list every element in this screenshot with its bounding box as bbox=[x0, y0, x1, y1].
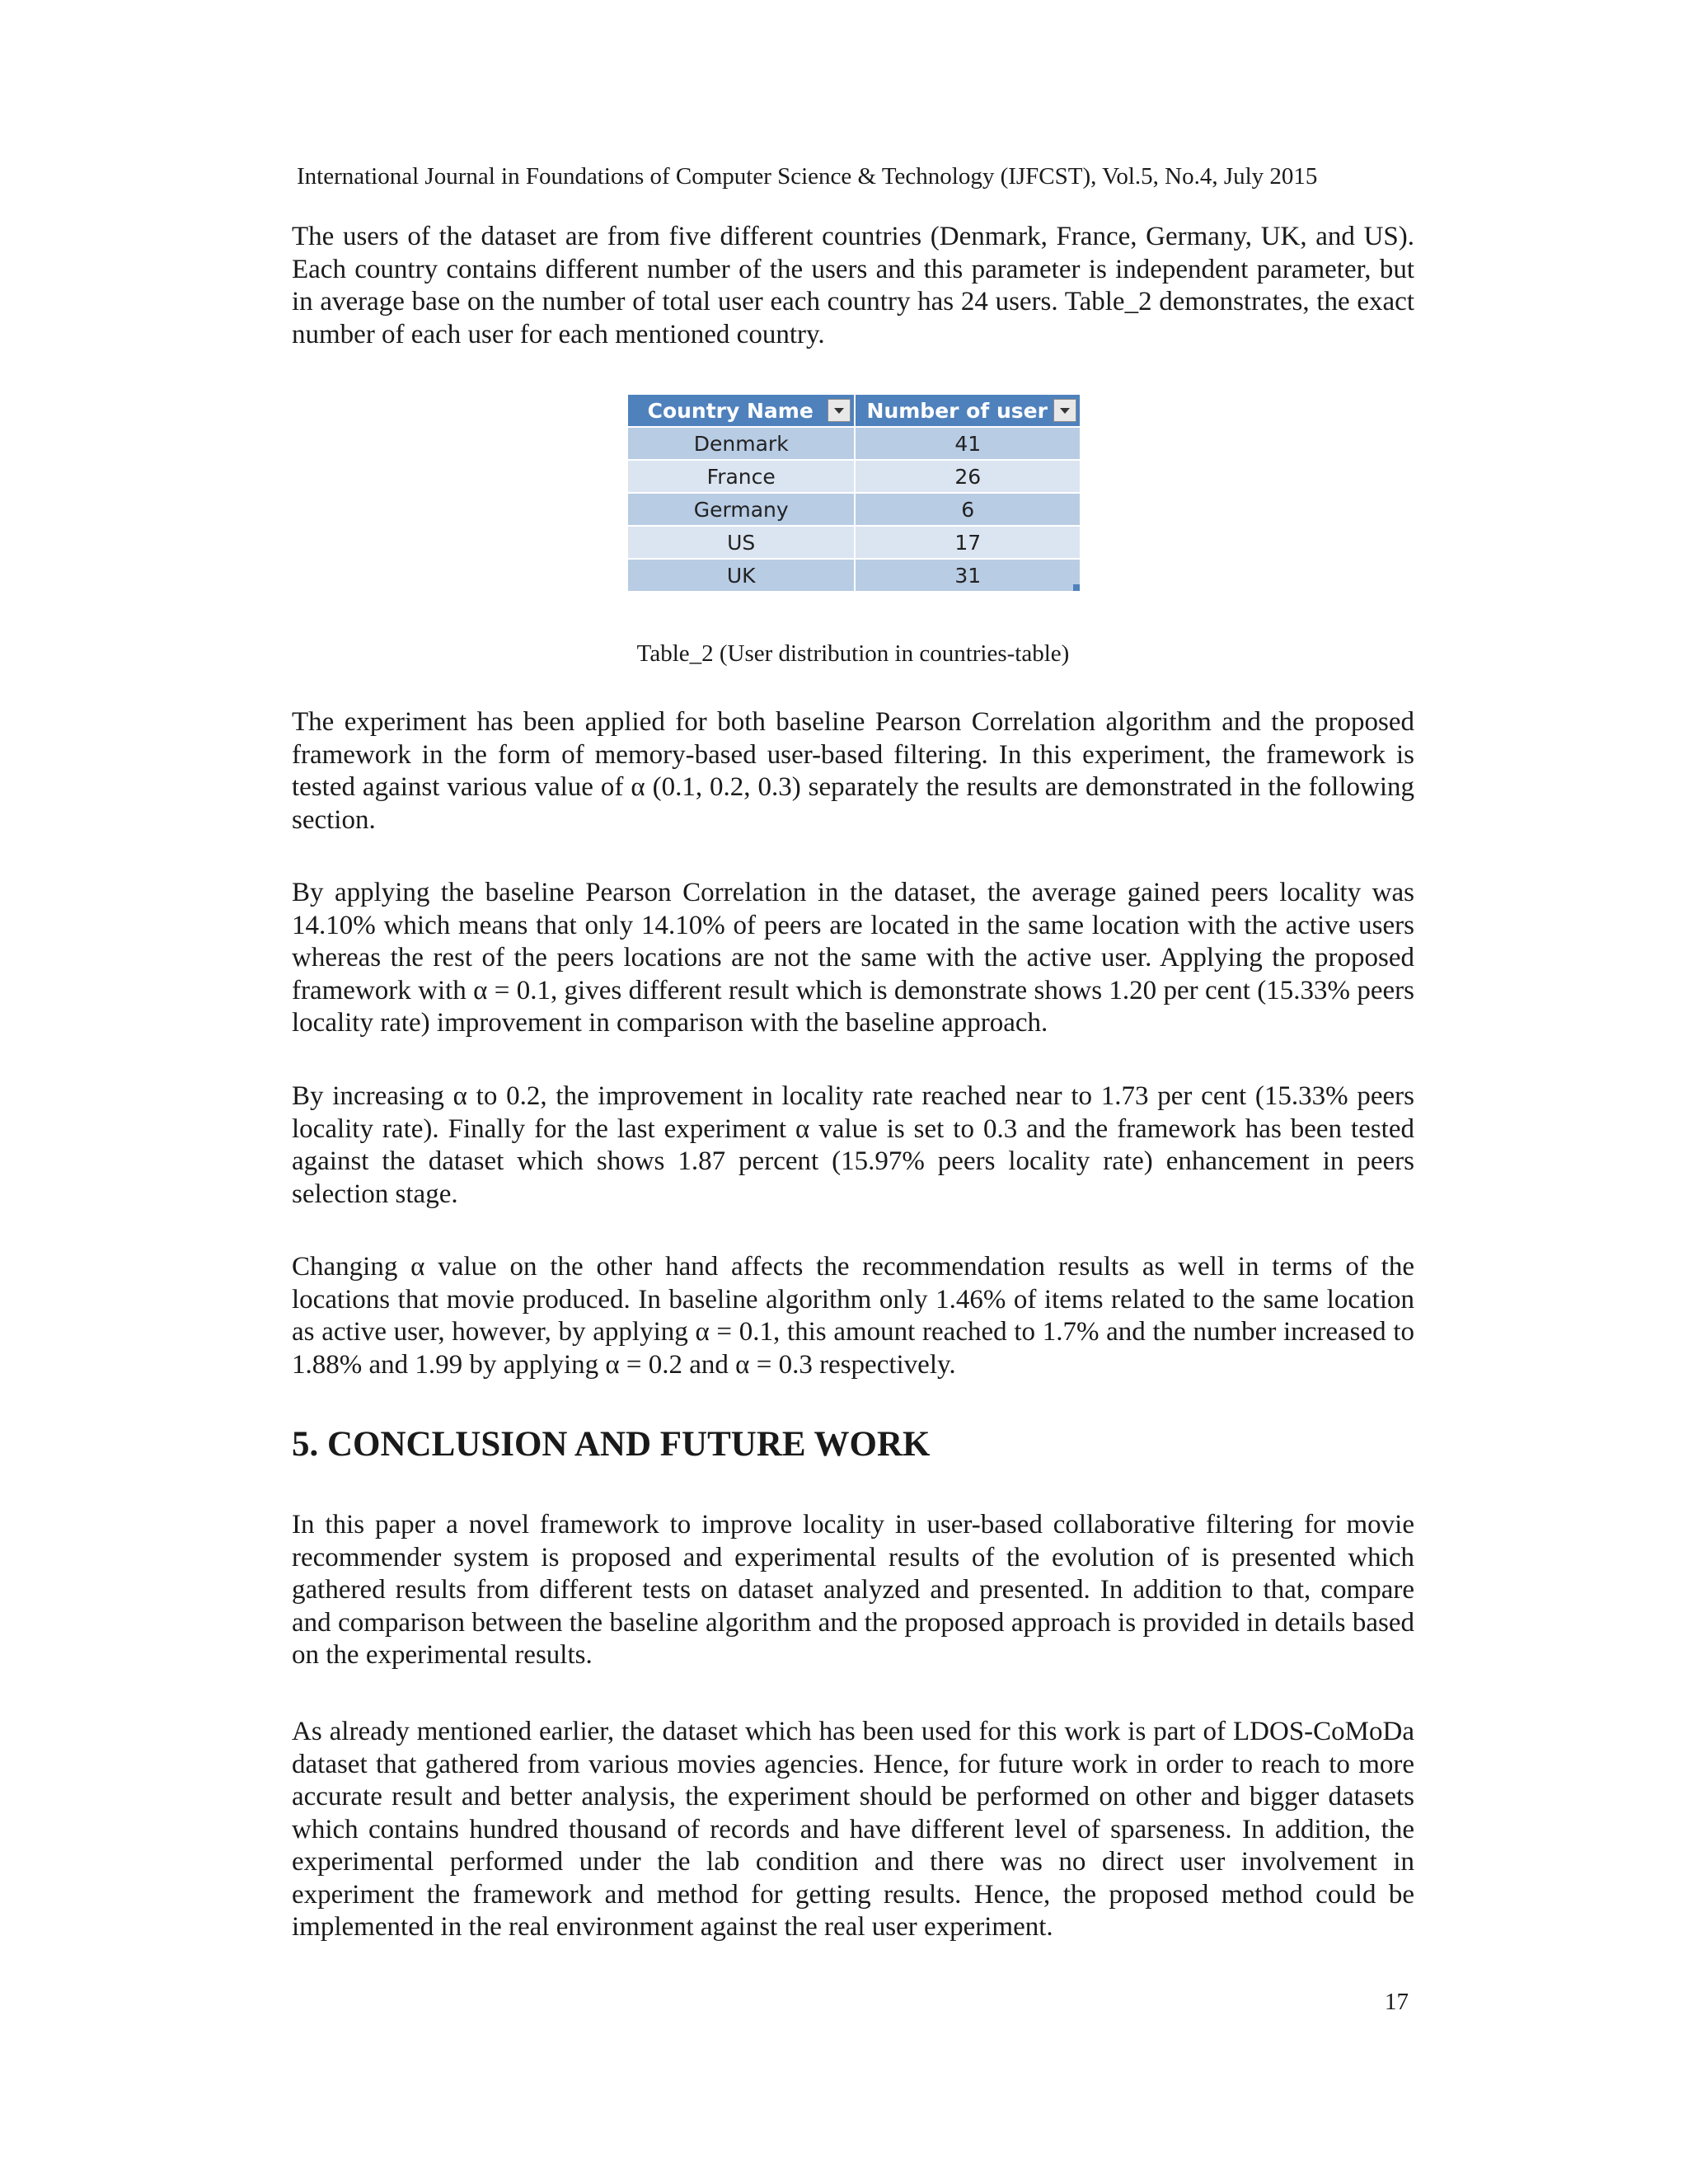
paragraph-future-work: As already mentioned earlier, the dataset which has been used for this work is part of LDOS-CoMoDa dataset that gathered from various movies agencies. Hence, for future work in order to reach to more accurate result and better analysis, the experiment should be performed on other and bigger datasets which contains hundred thousand of records and have different level of sparseness. In addition, the experimental performed under the lab condition and there was no direct user involvement in experiment the framework and method for getting results. Hence, the proposed method could be implemented in the real environment against the real user experiment. bbox=[292, 1717, 1414, 1942]
section-heading: 5. CONCLUSION AND FUTURE WORK bbox=[292, 1425, 931, 1464]
table-row bbox=[628, 527, 1080, 558]
paragraph-conclusion: In this paper a novel framework to improve locality in user-based collaborative filtering for movie recommender system is proposed and experimental results of the evolution of is presented which gathered results from different tests on dataset analyzed and presented. In addition to that, compare and comparison between the baseline algorithm and the proposed approach is provided in details based on the experimental results. bbox=[292, 1510, 1414, 1670]
filter-dropdown-icon[interactable] bbox=[828, 399, 851, 422]
paragraph-dataset-countries: The users of the dataset are from five different countries (Denmark, France, Germany, UK, and US). Each country contains different number of the users and this parameter is independent parameter, but in average base on the number of total user each country has 24 users. Table_2 demonstrates, the exact number of each user for each mentioned country. bbox=[292, 222, 1414, 349]
cell-country: UK bbox=[628, 560, 854, 591]
table-resize-handle[interactable] bbox=[1073, 584, 1080, 591]
paragraph-experiment-setup: The experiment has been applied for both baseline Pearson Correlation algorithm and the proposed framework in the form of memory-based user-based filtering. In this experiment, the framework is tested against various value of α (0.1, 0.2, 0.3) separately the results are demonstrated in the following section. bbox=[292, 707, 1414, 835]
paragraph-baseline-results: By applying the baseline Pearson Correlation in the dataset, the average gained peers locality was 14.10% which means that only 14.10% of peers are located in the same location with the active users whereas the rest of the peers locations are not the same with the active user. Applying the proposed framework with α = 0.1, gives different result which is demonstrate shows 1.20 per cent (15.33% peers locality rate) improvement in comparison with the baseline approach. bbox=[292, 878, 1414, 1038]
table-row bbox=[628, 428, 1080, 459]
cell-number: 26 bbox=[856, 461, 1080, 492]
cell-number: 17 bbox=[856, 527, 1080, 558]
country-table-container bbox=[626, 393, 1081, 593]
column-header-number[interactable] bbox=[856, 395, 1080, 426]
table-caption: Table_2 (User distribution in countries-table) bbox=[636, 640, 1070, 667]
paragraph-alpha-increase: By increasing α to 0.2, the improvement in locality rate reached near to 1.73 per cent (15.33% peers locality rate). Finally for the last experiment α value is set to 0.3 and the framework has been tested against the dataset which shows 1.87 percent (15.97% peers locality rate) enhancement in peers selection stage. bbox=[292, 1081, 1414, 1209]
cell-country: US bbox=[628, 527, 854, 558]
cell-number: 31 bbox=[856, 560, 1080, 591]
table-row bbox=[628, 461, 1080, 492]
column-header-label: Country Name bbox=[647, 398, 814, 423]
column-header-country[interactable] bbox=[628, 395, 854, 426]
table-row bbox=[628, 494, 1080, 525]
cell-country: France bbox=[628, 461, 854, 492]
filter-dropdown-icon[interactable] bbox=[1053, 399, 1076, 422]
cell-number: 41 bbox=[856, 428, 1080, 459]
cell-number: 6 bbox=[856, 494, 1080, 525]
column-header-label: Number of user bbox=[866, 398, 1048, 423]
cell-country: Denmark bbox=[628, 428, 854, 459]
running-header: International Journal in Foundations of Computer Science & Technology (IJFCST), Vol.5, No.4, July 2015 bbox=[297, 163, 1318, 190]
paragraph-alpha-recommendation: Changing α value on the other hand affects the recommendation results as well in terms of the locations that movie produced. In baseline algorithm only 1.46% of items related to the same location as active user, however, by applying α = 0.1, this amount reached to 1.7% and the number increased to 1.88% and 1.99 by applying α = 0.2 and α = 0.3 respectively. bbox=[292, 1252, 1414, 1380]
table-row bbox=[628, 560, 1080, 591]
cell-country: Germany bbox=[628, 494, 854, 525]
page-number: 17 bbox=[1385, 1989, 1409, 2015]
country-user-table bbox=[626, 393, 1081, 593]
table-header-row bbox=[628, 395, 1080, 426]
